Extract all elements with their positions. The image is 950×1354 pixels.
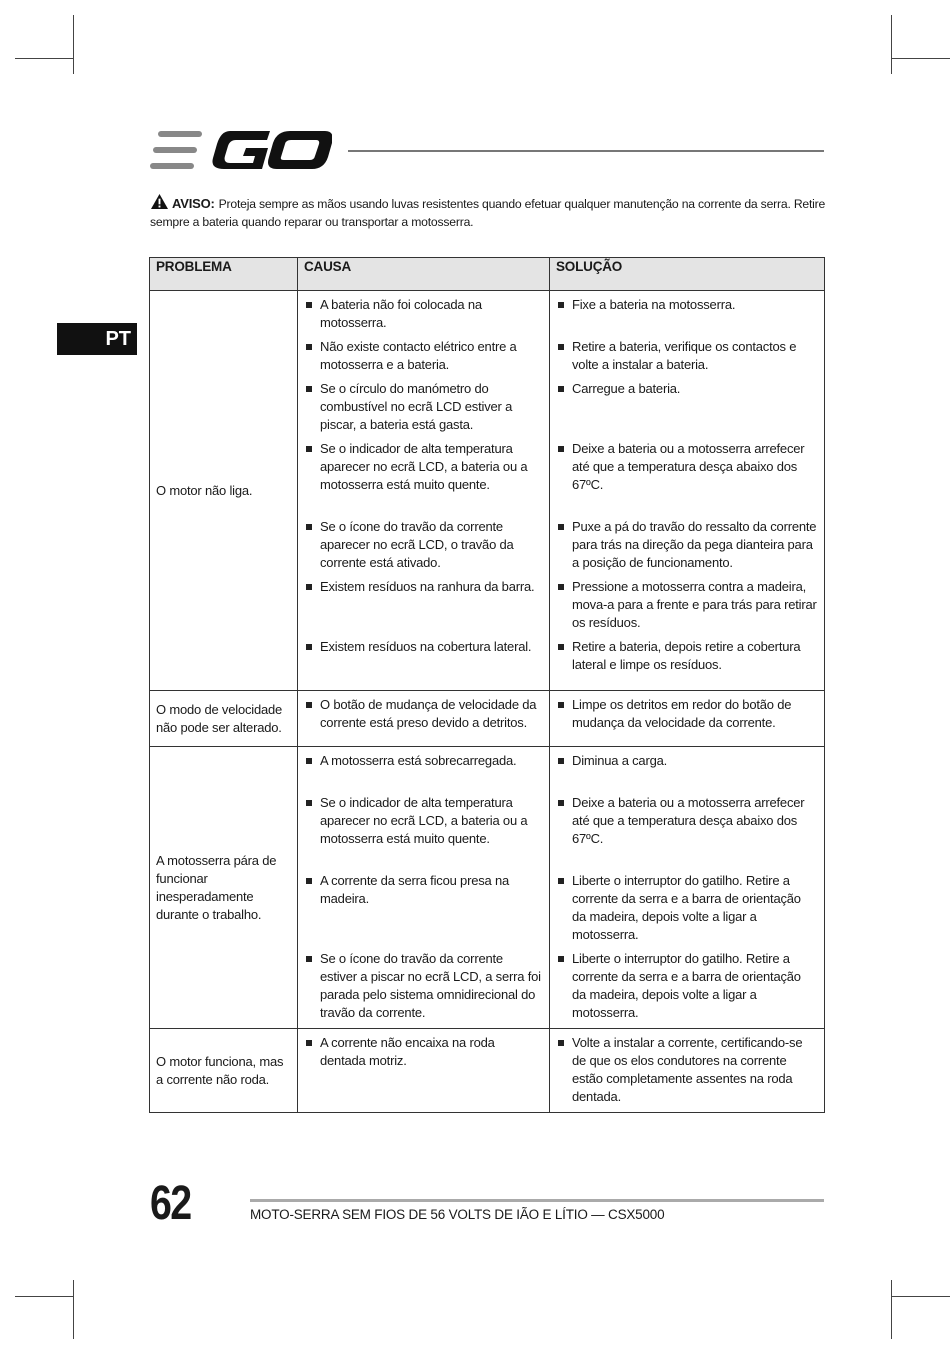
crop-mark	[891, 1280, 892, 1339]
cause-item: A corrente não encaixa na roda dentada motriz.	[304, 1034, 543, 1070]
cause-item: Se o círculo do manómetro do combustível no ecrã LCD estiver a piscar, a bateria está gasta.	[304, 380, 543, 434]
problem-cell: O motor funciona, mas a corrente não roda.	[150, 1029, 298, 1113]
page-number: 62	[150, 1177, 191, 1230]
cause-cell	[298, 747, 550, 1029]
crop-mark	[15, 58, 74, 59]
solution-item: Deixe a bateria ou a motosserra arrefecer até que a temperatura desça abaixo dos 67ºC.	[556, 440, 818, 512]
cause-item: Existem resíduos na cobertura lateral.	[304, 638, 543, 674]
language-tab: PT	[57, 323, 137, 355]
header-rule	[348, 150, 824, 152]
table-row	[150, 691, 825, 747]
solution-item: Carregue a bateria.	[556, 380, 818, 434]
solution-item: Liberte o interruptor do gatilho. Retire a corrente da serra e a barra de orientação da madeira, depois volte a ligar a motosserra.	[556, 872, 818, 944]
header-cause: CAUSA	[298, 258, 550, 291]
crop-mark	[891, 15, 892, 74]
cause-item: Se o indicador de alta temperatura aparecer no ecrã LCD, a bateria ou a motosserra está muito quente.	[304, 794, 543, 866]
warning-text: Proteja sempre as mãos usando luvas resistentes quando efetuar qualquer manutenção na corrente da serra. Retire sempre a bateria quando reparar ou transportar a motosserra.	[150, 197, 826, 229]
problem-cell: A motosserra pára de funcionar inesperadamente durante o trabalho.	[150, 747, 298, 1029]
problem-cell: O motor não liga.	[150, 291, 298, 691]
footer-title: MOTO-SERRA SEM FIOS DE 56 VOLTS DE IÃO E LÍTIO — CSX5000	[250, 1207, 665, 1222]
ego-logo	[150, 128, 332, 174]
cause-item: A corrente da serra ficou presa na madeira.	[304, 872, 543, 944]
problem-cell: O modo de velocidade não pode ser alterado.	[150, 691, 298, 747]
solution-item: Limpe os detritos em redor do botão de mudança da velocidade da corrente.	[556, 696, 818, 732]
solution-cell	[550, 291, 825, 691]
crop-mark	[15, 1296, 74, 1297]
cause-item: Se o ícone do travão da corrente aparecer no ecrã LCD, o travão da corrente está ativado.	[304, 518, 543, 572]
cause-cell	[298, 691, 550, 747]
solution-item: Diminua a carga.	[556, 752, 818, 788]
footer-rule	[250, 1199, 824, 1202]
crop-mark	[891, 58, 950, 59]
solution-item: Deixe a bateria ou a motosserra arrefecer até que a temperatura desça abaixo dos 67ºC.	[556, 794, 818, 866]
cause-cell	[298, 291, 550, 691]
table-header-row	[150, 258, 825, 291]
solution-cell	[550, 747, 825, 1029]
cause-item: A bateria não foi colocada na motosserra.	[304, 296, 543, 332]
table-row	[150, 1029, 825, 1113]
cause-item: Se o indicador de alta temperatura aparecer no ecrã LCD, a bateria ou a motosserra está muito quente.	[304, 440, 543, 512]
solution-item: Puxe a pá do travão do ressalto da corrente para trás na direção da pega dianteira para a posição de funcionamento.	[556, 518, 818, 572]
warning-label: AVISO:	[172, 196, 215, 211]
crop-mark	[73, 15, 74, 74]
warning-notice	[150, 193, 830, 231]
solution-cell	[550, 691, 825, 747]
warning-triangle-icon	[150, 193, 169, 210]
cause-cell	[298, 1029, 550, 1113]
solution-item: Liberte o interruptor do gatilho. Retire a corrente da serra e a barra de orientação da madeira, depois volte a ligar a motosserra.	[556, 950, 818, 1022]
crop-mark	[891, 1296, 950, 1297]
troubleshooting-table	[149, 257, 825, 1113]
header-problem: PROBLEMA	[150, 258, 298, 291]
header-solution: SOLUÇÃO	[550, 258, 825, 291]
cause-item: O botão de mudança de velocidade da corrente está preso devido a detritos.	[304, 696, 543, 732]
table-row	[150, 747, 825, 1029]
cause-item: Se o ícone do travão da corrente estiver a piscar no ecrã LCD, a serra foi parada pelo sistema omnidirecional do travão da corrente.	[304, 950, 543, 1022]
crop-mark	[73, 1280, 74, 1339]
cause-item: A motosserra está sobrecarregada.	[304, 752, 543, 788]
cause-item: Não existe contacto elétrico entre a motosserra e a bateria.	[304, 338, 543, 374]
cause-item: Existem resíduos na ranhura da barra.	[304, 578, 543, 632]
solution-item: Volte a instalar a corrente, certificando-se de que os elos condutores na corrente estão completamente assentes na roda dentada.	[556, 1034, 818, 1106]
table-row	[150, 291, 825, 691]
solution-item: Fixe a bateria na motosserra.	[556, 296, 818, 332]
solution-item: Retire a bateria, depois retire a cobertura lateral e limpe os resíduos.	[556, 638, 818, 674]
solution-cell	[550, 1029, 825, 1113]
solution-item: Pressione a motosserra contra a madeira, mova-a para a frente e para trás para retirar os resíduos.	[556, 578, 818, 632]
solution-item: Retire a bateria, verifique os contactos e volte a instalar a bateria.	[556, 338, 818, 374]
